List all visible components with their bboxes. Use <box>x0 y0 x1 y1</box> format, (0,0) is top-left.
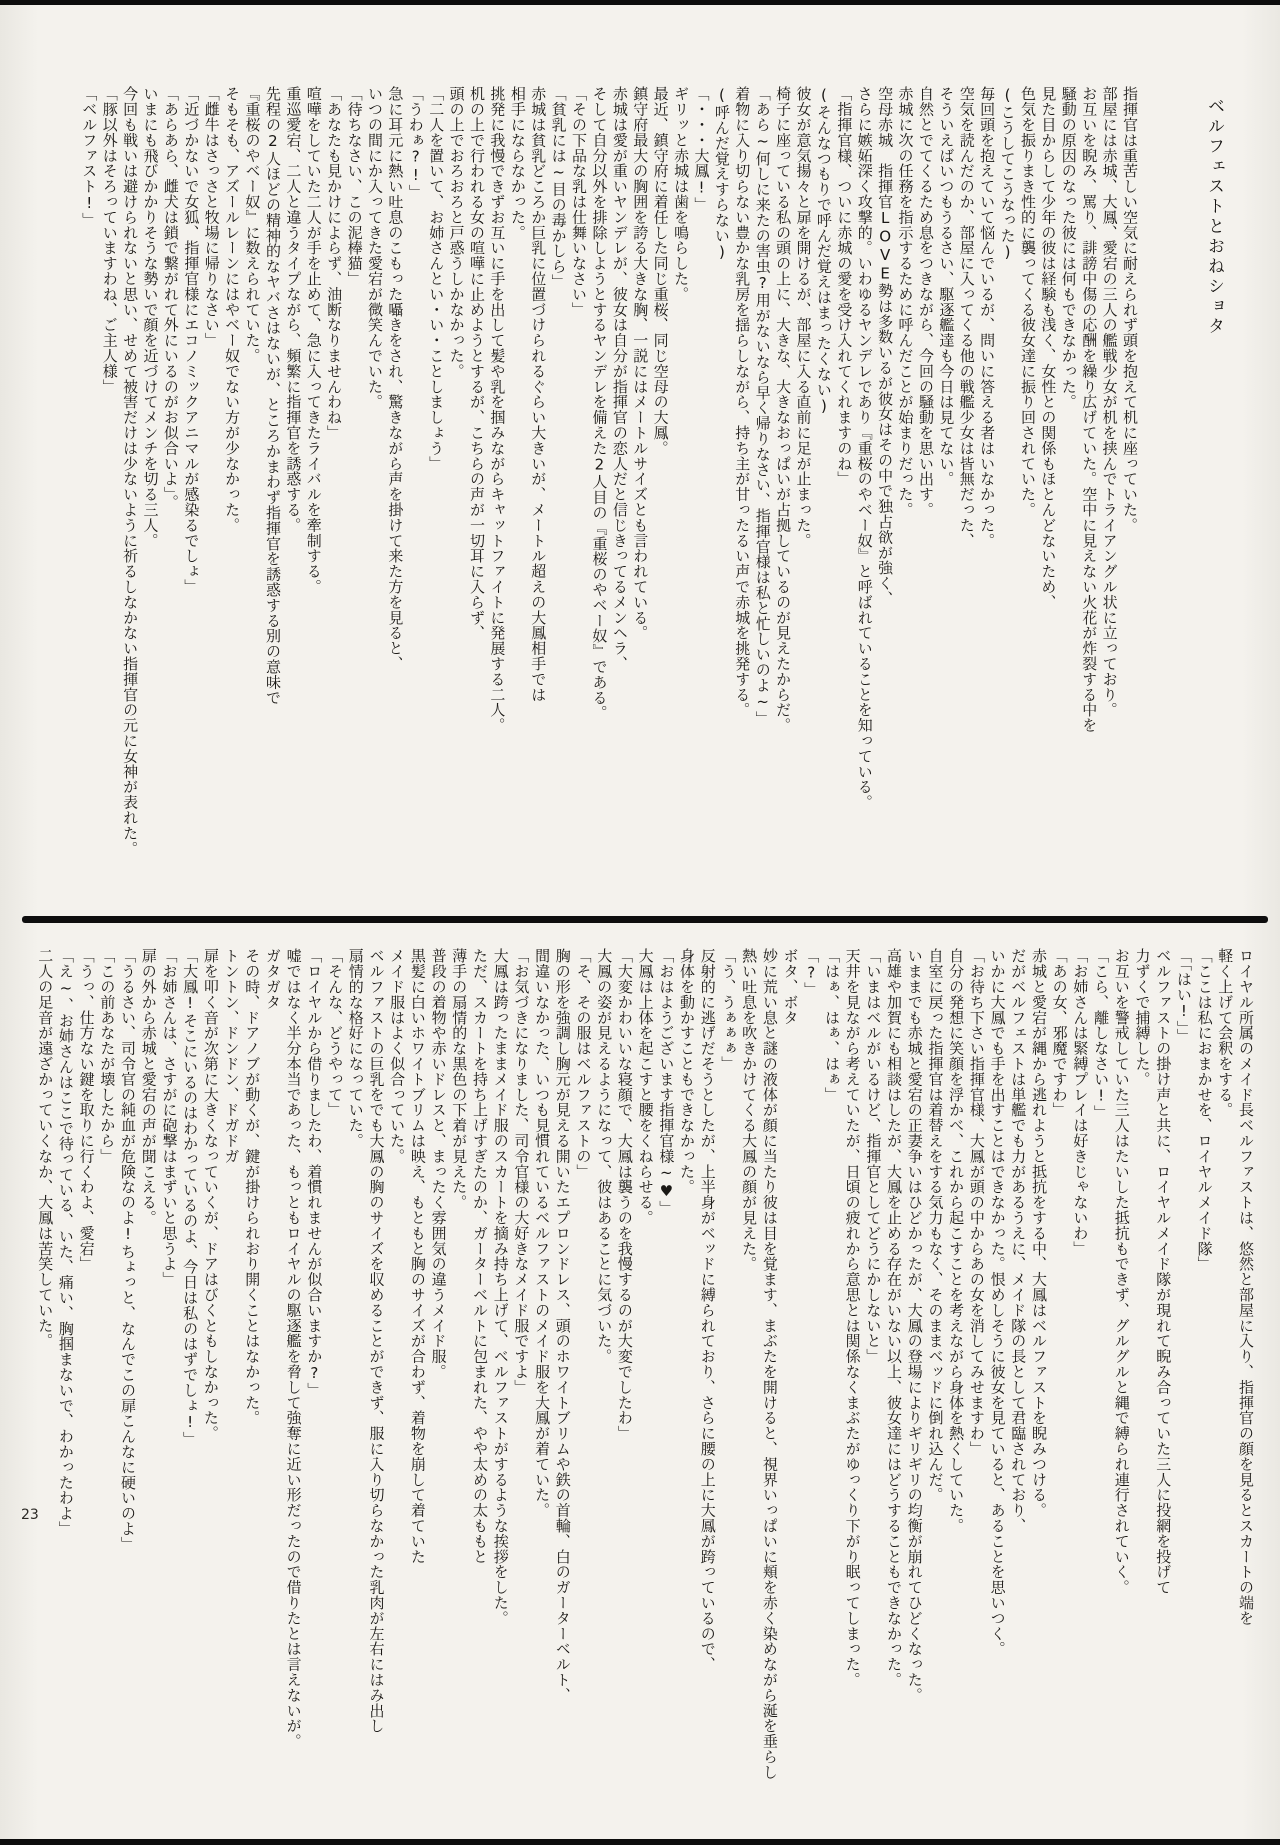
text-line: ガタガタ <box>263 948 282 1010</box>
text-line: 鎮守府最大の胸囲を誇る大きな胸、一説にはメートルサイズとも言われている。 <box>631 86 650 641</box>
text-line: 「大変かわいいな寝顔で、大鳳は襲うのを我慢するのが大変でしたわ」 <box>615 948 634 1441</box>
text-line: いかに大鳳でも手を出すことはできなかった。恨めしそうに彼女を見ていると、あることを思いつく。 <box>988 948 1007 1657</box>
scan-edge-top <box>0 0 1280 5</box>
text-line: 喧嘩をしていた二人が手を止めて、急に入ってきたライバルを牽制する。 <box>304 86 323 595</box>
scan-edge-bottom <box>0 1839 1280 1845</box>
text-line: 赤城は愛が重いヤンデレが、彼女は自分が指揮官の恋人だと信じきってるメンヘラ、 <box>610 86 629 672</box>
text-line: 赤城に次の任務を指示するために呼んだことが始まりだった。 <box>896 86 915 518</box>
text-line: 「大鳳!そこにいるのはわかっているのよ、今日は私のはずでしょ!」 <box>181 948 200 1447</box>
text-line: 大鳳は上体を起こすと腰をくねらせる。 <box>636 948 655 1226</box>
text-line: 「あの女、邪魔ですわ」 <box>1050 948 1069 1118</box>
text-line: ロイヤル所属のメイド長ベルファストは、悠然と部屋に入り、指揮官の顔を見るとスカートの端を <box>1237 948 1255 1626</box>
text-line: 軽く上げて会釈をする。 <box>1216 948 1235 1118</box>
text-line: 指揮官は重苦しい空気に耐えられず頭を抱えて机に座っていた。 <box>1121 86 1139 533</box>
text-line: 「近づかないで女狐、指揮官様にエコノミックアニマルが感染るでしょ」 <box>182 86 201 595</box>
story-text-part1 <box>79 86 1140 856</box>
text-line: 「指揮官様、ついに赤城の愛を受け入れてくれますのね」 <box>835 86 854 487</box>
text-line: 彼女が意気揚々と扉を開けるが、部屋に入る直前に足が止まった。 <box>794 86 813 548</box>
text-line: 「貧乳には~目の毒かしら」 <box>549 86 568 290</box>
text-line: そういえばいつもうるさい、駆逐艦達も今日は見てない。 <box>937 86 956 487</box>
text-line: 「二人を置いて、お姉さんとい・い・ことしましょう」 <box>427 86 446 471</box>
text-line: 「おはようございます指揮官様~♥」 <box>657 948 676 1216</box>
text-line: 色気を振りまき性的に襲ってくる彼女達に振り回されていた。 <box>1018 86 1037 518</box>
text-line: 「こら、離しなさい!」 <box>1092 948 1111 1121</box>
page-number: 23 <box>21 1507 39 1523</box>
text-line: いつの間にか入ってきた愛宕が微笑んでいた。 <box>365 86 384 410</box>
text-line: 『重桜のやベー奴』に数えられていた。 <box>243 86 262 364</box>
text-line: 間違いなかった、いつも見慣れているベルファストのメイド服を大鳳が着ていた。 <box>533 948 552 1518</box>
text-line: 机の上で行われる女の喧嘩に止めようとするが、こちらの声が一切耳に入らず、 <box>468 86 486 641</box>
text-line: 「あらあら、雌犬は鎖で繋がれて外にいるのがお似合いよ」。 <box>161 86 180 510</box>
text-line: 大鳳は跨ったままメイド服のスカートを摘み持ち上げて、ベルファストがするような挨拶をした。 <box>491 948 510 1626</box>
text-line: 反射的に逃げだそうとしたが、上半身がベッドに縛られており、さらに腰の上に大鳳が跨っているので、 <box>698 948 717 1672</box>
text-line: 大鳳の姿が見えるようになって、彼はあることに気づいた。 <box>595 948 614 1364</box>
section-divider-rule <box>22 916 1268 923</box>
text-line: 黒髪に白いホワイトブリムは映え、もともと胸のサイズが合わず、着物を崩して着ていた <box>408 948 427 1564</box>
page-title: ベルフェストとおねショタ <box>1204 97 1224 337</box>
text-line: 急に耳元に熱い吐息のこもった囁きをされ、驚きながら声を掛けて来た方を見ると、 <box>386 86 405 672</box>
text-line: 赤城は貧乳どころか巨乳に位置づけられるぐらい大きいが、メートル超えの大鳳相手では <box>529 86 548 702</box>
text-line: 扉の外から赤城と愛宕の声が聞こえる。 <box>139 948 158 1226</box>
text-line: そして自分以外を排除しようとするヤンデレを備えた2人目の『重桜のやベー奴』である。 <box>590 86 609 721</box>
text-line: 「そ、その服はベルファストの」 <box>574 948 593 1179</box>
text-line: (こうしてこうなった) <box>998 86 1017 262</box>
text-line: 高雄や加賀にも相談はしたが、大鳳を止める存在がいない以上、彼女達にはどうすることもできなかった。 <box>885 948 904 1688</box>
text-line: 頭の上でおろおろと戸惑うしかなかった。 <box>447 86 466 379</box>
text-line: 「あら~何しに来たの害虫?用がないなら早く帰りなさい、指揮官様は私と忙しいのよ~」 <box>753 86 772 727</box>
text-line: 扉を叩く音が次第に大きくなっていくが、ドアはびくともしなかった。 <box>201 948 220 1441</box>
text-line: 部屋には赤城、大鳳、愛宕の三人の艦戦少女が机を挟んでトライアングル状に立っており。 <box>1100 86 1119 718</box>
text-line: だがベルフェストは単艦でも力があるうえに、メイド隊の長として君臨されており、 <box>1009 948 1028 1534</box>
text-line: 「そんな、どうやって」 <box>326 948 345 1118</box>
text-line: ボタ、ボタ <box>781 948 800 1025</box>
text-line: 二人の足音が遠ざかっていくなか、大鳳は苦笑していた。 <box>36 948 55 1349</box>
text-line: 「うわぁ?!」 <box>406 86 425 200</box>
text-line: 毎回頭を抱えていて悩んでいるが、問いに答える者はいなかった。 <box>978 86 997 548</box>
text-line: 「うるさい、司令官の純血が危険なのよ!ちょっと、なんでこの扉こんなに硬いのよ」 <box>119 948 138 1552</box>
text-line: 「豚以外はそろっていますわね、ご主人様」 <box>100 86 119 394</box>
text-line: 「はぁ、はぁ、はぁ」 <box>822 948 841 1102</box>
text-line: 相手にならなかった。 <box>508 86 527 240</box>
text-line: 空母赤城 指揮官LOVE勢は多数いるが彼女はその中で独占欲が強く、 <box>876 86 895 607</box>
text-line: 着物に入り切らない豊かな乳房を揺らしながら、持ち主が甘ったるい声で赤城を挑発する。 <box>733 86 752 718</box>
text-line: 妙に荒い息と謎の液体が顔に当たり彼は目を覚ます、まぶたを開けると、視界いっぱいに頬を赤く染めながら涎を垂らし <box>760 948 779 1780</box>
text-line: ギリッと赤城は歯を鳴らした。 <box>672 86 691 302</box>
text-line: 「・・・大鳳!」 <box>692 86 711 213</box>
text-line: 「あなたも見かけによらず、油断なりませんわね」 <box>325 86 344 441</box>
text-line: 「お姉さんは、さすがに砲撃はまずいと思うよ」 <box>160 948 179 1287</box>
text-line: 「う、うぁぁぁ」 <box>719 948 738 1072</box>
text-line: 胸の形を強調し胸元が見える開いたエプロンドレス、頭のホワイトブリムや鉄の首輪、白のガーターベルト、 <box>553 948 572 1703</box>
text-line: 「いまはベルがいるけど、指揮官としてどうにかしないと」 <box>864 948 883 1364</box>
text-line: 「ベルファスト!」 <box>80 86 99 228</box>
text-line: 「待ちなさい、この泥棒猫」 <box>345 86 364 287</box>
text-line: 自室に戻った指揮官は着替えをする気力もなく、そのままベッドに倒れ込んだ。 <box>926 948 945 1503</box>
text-line: いまにも飛びかかりそうな勢いで顔を近づけてメンチを切る三人。 <box>141 86 160 548</box>
text-line: 「お姉さんは緊縛プレイは好きじゃないわ」 <box>1071 948 1090 1256</box>
text-line: 「その下品な乳は仕舞いなさい」 <box>570 86 589 317</box>
text-line: 「?」 <box>802 948 821 998</box>
text-line: 天井を見ながら考えていたが、日頃の疲れから意思とは関係なくまぶたがゆっくり下がり眠ってしまった。 <box>843 948 862 1688</box>
text-line: 先程の2人ほどの精神的なヤバさはないが、ところかまわず指揮官を誘惑する別の意味で <box>263 86 282 705</box>
text-line: 自分の発想に笑顔を浮かべ、これから起こすことを考えながら身体を熱くしていた。 <box>947 948 966 1534</box>
text-line: 薄手の扇情的な黒色の下着が見えた。 <box>450 948 469 1210</box>
text-line: お互いを睨み、罵り、誹謗中傷の応酬を繰り広げていた。空中に見えない火花が炸裂する中を <box>1080 86 1099 733</box>
text-line: そもそも、アズールレーンにはやベー奴でない方が少なかった。 <box>223 86 242 533</box>
text-line: 身体を動かすこともできなかった。 <box>678 948 697 1195</box>
text-line: 今回も戦いは避けられないと思い、せめて被害だけは少ないように祈るしなかない指揮官の元に女神が表れた。 <box>121 86 140 856</box>
text-line: 騒動の原因のなった彼には何もできなかった。 <box>1059 86 1078 410</box>
text-line: 自然とでてくるため息をつきながら、今回の騒動を思い出す。 <box>916 86 935 518</box>
text-line: 力ずくで捕縛した。 <box>1133 948 1152 1087</box>
text-line: 嘘ではなく半分本当であった、もっともロイヤルの駆逐艦を脅して強奪に近い形だったので借りたとは言えないが。 <box>284 948 303 1749</box>
text-line: 普段の着物や赤いドレスと、まったく雰囲気の違うメイド服。 <box>429 948 448 1380</box>
text-line: 赤城と愛宕が縄から逃れようと抵抗をする中、大鳳はベルファストを睨みつける。 <box>1029 948 1048 1518</box>
text-line: 「え~、お姉さんはここで待っている、いた、痛い、胸掴まないで、わかったわよ」 <box>56 948 75 1537</box>
text-line: お互いを警戒していた三人はたいした抵抗もできず、グルグルと縄で縛られ連行されていく。 <box>1112 948 1131 1595</box>
text-line: 「うっ、仕方ない鍵を取りに行くわよ、愛宕」 <box>77 948 96 1272</box>
text-line: 重巡愛宕、二人と違うタイプながら、頻繁に指揮官を誘惑する。 <box>284 86 303 533</box>
text-line: その時、ドアノブが動くが、鍵が掛けられおり開くことはなかった。 <box>243 948 262 1426</box>
text-line: トントン、ドンドン、ドガドガ <box>222 948 241 1164</box>
text-line: 「この前あなたが壊したから」 <box>98 948 117 1164</box>
text-line: いままでも赤城と愛宕の正妻争いはひどかったが、大鳳の登場によりギリギリの均衡が崩れてひどくなった。 <box>905 948 924 1703</box>
story-text-part2 <box>35 948 1256 1780</box>
text-line: さらに嫉妬深く攻撃的。いわゆるヤンデレであり『重桜のやベー奴』と呼ばれていることを知っている。 <box>855 86 874 810</box>
text-line: ベルファストの巨乳をでも大鳳の胸のサイズを収めることができず、服に入り切らなかった乳肉が左右にはみ出し <box>367 948 386 1734</box>
text-line: 「ここは私におまかせを、ロイヤルメイド隊」 <box>1195 948 1214 1272</box>
text-line: 挑発に我慢できずお互いに手を出して髪や乳を掴みながらキャットファイトに発展する二人。 <box>488 86 507 733</box>
text-line: ベルファストの掛け声と共に、ロイヤルメイド隊が現れて睨み合っていた三人に投網を投げて <box>1154 948 1173 1595</box>
text-line: 熱い吐息を吹きかけてくる大鳳の顔が見えた。 <box>740 948 759 1272</box>
text-line: 「ロイヤルから借りましたわ、着慣れませんが似合いますか?」 <box>305 948 324 1398</box>
text-line: 椅子に座っている私の頭の上に、大きな、大きなおっぱいが占拠しているのが見えたからだ。 <box>774 86 793 733</box>
text-line: (呼んだ覚えすらない) <box>712 86 731 262</box>
text-line: 「お待ち下さい指揮官様、大鳳が頭の中からあの女を消してみせますわ」 <box>967 948 986 1457</box>
text-line: 見た目からして少年の彼は経験も浅く、女性との関係もほとんどないため、 <box>1039 86 1058 610</box>
text-line: 「「はい!」」 <box>1174 948 1193 1044</box>
text-line: 最近、鎮守府に着任した同じ重桜、同じ空母の大鳳。 <box>651 86 670 456</box>
text-line: 「雌牛はさっさと牧場に帰りなさい」 <box>202 86 221 348</box>
text-line: 空気を読んだのか、部屋に入ってくる他の戦艦少女は皆無だった、 <box>957 86 976 548</box>
text-line: (そんなつもりで呼んだ覚えはまったくない) <box>814 86 833 416</box>
text-line: 「お気づきになりました、司令官様の大好きなメイド服ですよ」 <box>512 948 531 1395</box>
text-line: メイド服はよく似合っていた。 <box>388 948 407 1164</box>
text-line: 扇情的な格好になっていた。 <box>346 948 365 1149</box>
text-line: ただ、スカートを持ち上げすぎたのか、ガーターベルトに包まれた、やや太めの太ももと <box>470 948 489 1564</box>
